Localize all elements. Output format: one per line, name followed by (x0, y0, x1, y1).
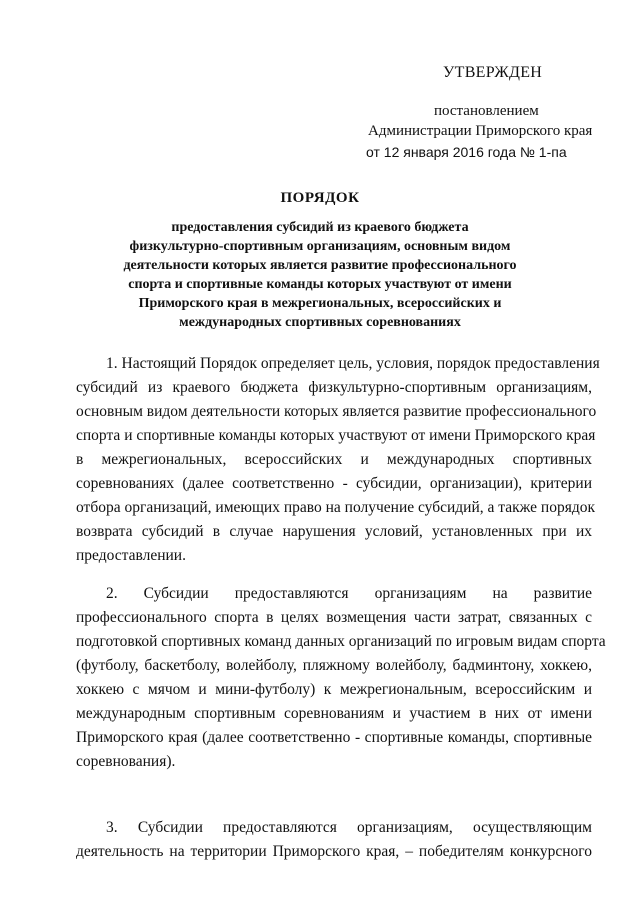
paragraph-line: соревнованиях (далее соответственно - субсидии, организации), критерии (76, 475, 592, 492)
paragraph-line: хоккею с мячом и мини-футболу) к межрегиональным, всероссийским и (76, 681, 592, 698)
paragraph-line: профессионального спорта в целях возмещения части затрат, связанных с (76, 609, 592, 626)
paragraph-1 (76, 352, 600, 568)
date-number-line: от 12 января 2016 года № 1-па (366, 144, 567, 160)
paragraph-2 (76, 582, 606, 774)
paragraph-line: предоставлении. (76, 547, 186, 564)
subtitle-line: физкультурно-спортивным организациям, основным видом (129, 239, 511, 254)
subtitle-line: спорта и спортивные команды которых участвуют от имени (128, 277, 512, 292)
subtitle-line: Приморского края в межрегиональных, всероссийских и (138, 296, 502, 311)
paragraph-line: деятельность на территории Приморского края, – победителям конкурсного (76, 843, 592, 860)
paragraph-line: (футболу, баскетболу, волейболу, пляжному волейболу, бадминтону, хоккею, (76, 657, 592, 674)
paragraph-line: Приморского края (далее соответственно - спортивные команды, спортивные (76, 729, 592, 746)
subtitle-line: деятельности которых является развитие профессионального (123, 258, 517, 273)
subtitle-line: предоставления субсидий из краевого бюджета (171, 220, 469, 235)
paragraph-line: международным спортивным соревнованиям и участием в них от имени (76, 705, 592, 722)
subtitle-line: международных спортивных соревнованиях (179, 315, 461, 330)
paragraph-line: в межрегиональных, всероссийских и международных спортивных (76, 451, 592, 468)
paragraph-line: соревнования). (76, 753, 176, 770)
decree-line: постановлением (434, 103, 539, 119)
paragraph-line: подготовкой спортивных команд данных организаций по игровым видам спорта (76, 633, 606, 650)
administration-line: Администрации Приморского края (368, 123, 593, 139)
paragraph-line: отбора организаций, имеющих право на получение субсидий, а также порядок (76, 499, 595, 516)
paragraph-line: 1. Настоящий Порядок определяет цель, условия, порядок предоставления (106, 355, 600, 372)
paragraph-line: субсидий из краевого бюджета физкультурно-спортивным организациям, (76, 379, 592, 396)
document-title: ПОРЯДОК (280, 190, 360, 206)
approval-stamp: УТВЕРЖДЕН (443, 64, 543, 81)
paragraph-line: 2. Субсидии предоставляются организациям на развитие (106, 585, 592, 602)
paragraph-line: возврата субсидий в случае нарушения условий, установленных при их (76, 523, 592, 540)
paragraph-line: спорта и спортивные команды которых участвуют от имени Приморского края (76, 427, 596, 444)
paragraph-3 (76, 816, 592, 864)
document-subtitle (100, 218, 540, 332)
paragraph-line: 3. Субсидии предоставляются организациям, осуществляющим (106, 819, 592, 836)
paragraph-line: основным видом деятельности которых является развитие профессионального (76, 403, 597, 420)
